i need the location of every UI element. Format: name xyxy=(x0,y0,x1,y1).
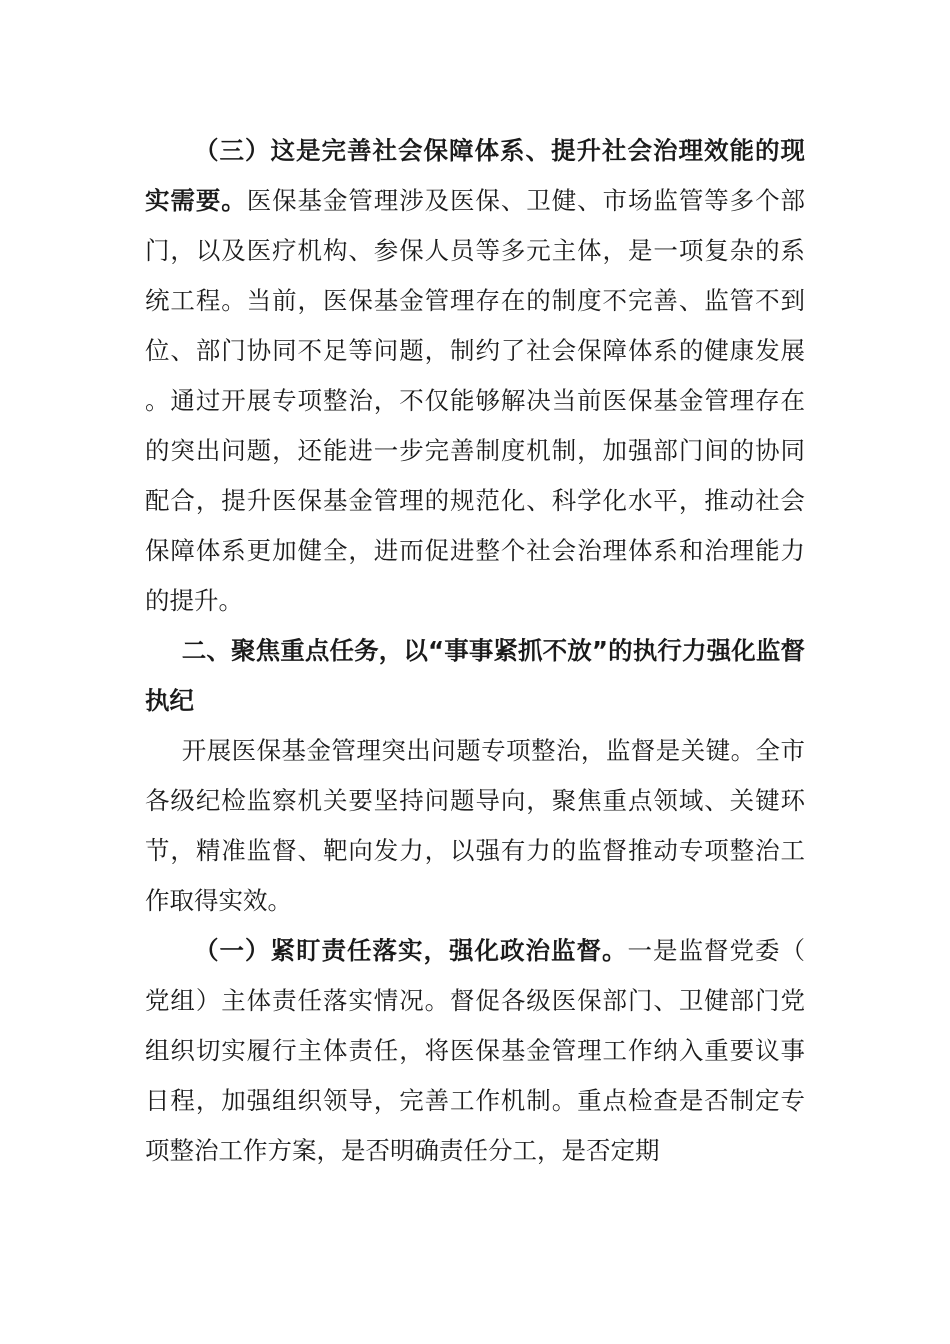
paragraph-section-three xyxy=(145,126,805,626)
paragraph-subsection-one xyxy=(145,926,805,1176)
section-three-text: 医保基金管理涉及医保、卫健、市场监管等多个部门，以及医疗机构、参保人员等多元主体，是一项复杂的系统工程。当前，医保基金管理存在的制度不完善、监管不到位、部门协同不足等问题，制约了社会保障体系的健康发展。通过开展专项整治，不仅能够解决当前医保基金管理存在的突出问题，还能进一步完善制度机制，加强部门间的协同配合，提升医保基金管理的规范化、科学化水平，推动社会保障体系更加健全，进而促进整个社会治理体系和治理能力的提升。 xyxy=(145,186,806,615)
section-two-heading: 二、聚焦重点任务，以“事事紧抓不放”的执行力强化监督执纪 xyxy=(145,636,805,715)
subsection-one-heading: （一）紧盯责任落实，强化政治监督。 xyxy=(194,936,628,965)
section-three-heading: （三）这是完善社会保障体系、提升社会治理效能的现实需要。 xyxy=(145,136,805,215)
document-body xyxy=(145,126,805,1176)
subsection-one-text: 一是监督党委（党组）主体责任落实情况。督促各级医保部门、卫健部门党组织切实履行主体责任，将医保基金管理工作纳入重要议事日程，加强组织领导，完善工作机制。重点检查是否制定专项整治工作方案，是否明确责任分工，是否定期 xyxy=(145,936,805,1165)
paragraph-supervision-intro: 开展医保基金管理突出问题专项整治，监督是关键。全市各级纪检监察机关要坚持问题导向，聚焦重点领域、关键环节，精准监督、靶向发力，以强有力的监督推动专项整治工作取得实效。 xyxy=(145,736,805,915)
